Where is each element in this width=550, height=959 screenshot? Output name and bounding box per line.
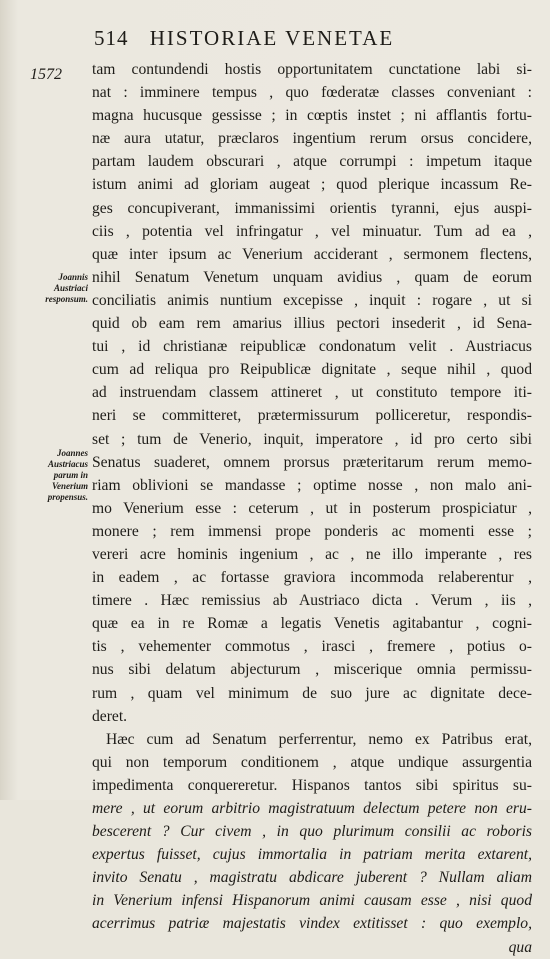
text-line: in eadem , ac fortasse graviora incommoda relaberentur ,: [92, 569, 532, 587]
side-note-line: Joannes: [56, 448, 88, 458]
text-line: Hæc cum ad Senatum perferrentur, nemo ex Patribus erat,: [106, 730, 532, 748]
text-line: tis , vehementer commotus , irasci , fremere , potius o-: [92, 638, 532, 656]
page-header: [94, 26, 494, 51]
side-note-line: propensus.: [47, 492, 88, 502]
text-line: set ; tum de Venerio, inquit, imperatore , id pro certo sibi: [92, 430, 532, 448]
page-number: 514: [94, 26, 129, 50]
text-line: nihil Senatum Venetum unquam avidius , quam de eorum: [92, 268, 532, 286]
side-note-line: parum in: [53, 470, 88, 480]
side-note-line: Venerium: [51, 481, 88, 491]
text-line: in Venerium infensi Hispanorum animi causam esse , nisi quod: [92, 892, 532, 910]
margin-year: 1572: [30, 66, 62, 83]
text-line: tui , id christianæ reipublicæ condonatum velit . Austriacus: [92, 338, 532, 356]
text-line: rum , quam vel minimum de suo jure ac dignitate dece-: [92, 684, 532, 702]
body-text: [92, 58, 532, 959]
text-line: istum animi ad gloriam augeat ; quod plerique incassum Re-: [92, 176, 532, 194]
text-line: næ aura utatur, præclaros ingentium rerum orsus concidere,: [92, 130, 532, 148]
text-line: quæ ea in re Romæ a legatis Venetis agitabantur , cogni-: [92, 615, 532, 633]
text-line: timere . Hæc remissius ab Austriaco dicta . Verum , iis ,: [92, 592, 532, 610]
text-line: expertus fuisset, cujus immortalia in patriam merita extarent,: [92, 846, 532, 864]
side-note-joannis-responsum: [18, 272, 88, 305]
text-line: partam laudem obscurari , atque corrumpi : impetum itaque: [92, 153, 532, 171]
text-line: qui non temporum conditionem , atque undique assurgentia: [92, 753, 532, 771]
text-line: Senatus suaderet, omnem prorsus præteritarum rerum memo-: [92, 453, 532, 471]
text-line: ad instruendam classem attineret , ut constituto tempore iti-: [92, 384, 532, 402]
text-line: deret.: [92, 707, 128, 725]
text-line: quid ob eam rem amarius illius pectori insederit , id Sena-: [92, 315, 532, 333]
text-line: mo Venerium esse : ceterum , ut in posterum prospiciatur ,: [92, 499, 532, 517]
side-note-line: Austriacus: [47, 459, 88, 469]
text-line: quæ inter ipsum ac Venerium acciderant , sermonem flectens,: [92, 245, 532, 263]
catchword: qua: [508, 938, 532, 956]
text-line: magna hucusque gessisse ; in cœptis instet ; ni afflantis fortu-: [92, 107, 532, 125]
side-note-line: Austriaci: [53, 283, 88, 293]
text-line: monere ; rem immensi prope ponderis ac momenti esse ;: [92, 522, 532, 540]
text-line: neri se committeret, prætermissurum polliceretur, respondis-: [92, 407, 532, 425]
text-line: acerrimus patriæ majestatis vindex extitisset : quo exemplo,: [92, 915, 532, 933]
text-line: mere , ut eorum arbitrio magistratuum delectum petere non eru-: [92, 800, 532, 817]
text-line: ciis , potentia vel infringatur , vel minuatur. Tum ad ea ,: [92, 222, 532, 240]
side-note-line: responsum.: [45, 294, 88, 304]
text-line: vereri acre hominis ingenium , ac , ne illo imperante , res: [92, 545, 532, 563]
text-line: invito Senatu , magistratu abdicare juberent ? Nullam aliam: [92, 869, 532, 887]
text-line: cum ad reliqua pro Reipublicæ dignitate , seque nihil , quod: [92, 361, 532, 379]
text-line: ges concupiverant, immanissimi orientis tyranni, ejus auspi-: [92, 199, 532, 217]
text-line: nus sibi delatum abjecturum , miscerique omnia permissu-: [92, 661, 532, 679]
text-line: impedimenta conquereretur. Hispanos tantos sibi spiritus su-: [92, 776, 532, 794]
text-line: nat : imminere tempus , quo fœderatæ classes conveniant :: [92, 84, 532, 102]
text-line: conciliatis animis nuntium excepisse , inquit : rogare , ut si: [92, 291, 532, 309]
side-note-joannes-propensus: [18, 448, 88, 503]
running-title: HISTORIAE VENETAE: [149, 26, 395, 50]
text-line: tam contundendi hostis opportunitatem cunctatione labi si-: [92, 61, 532, 78]
side-note-line: Joannis: [58, 272, 88, 282]
text-line: bescerent ? Cur civem , in quo plurimum consilii ac roboris: [92, 823, 532, 841]
text-line: riam oblivioni se mandasse ; optime nosse , non malo ani-: [92, 476, 532, 494]
